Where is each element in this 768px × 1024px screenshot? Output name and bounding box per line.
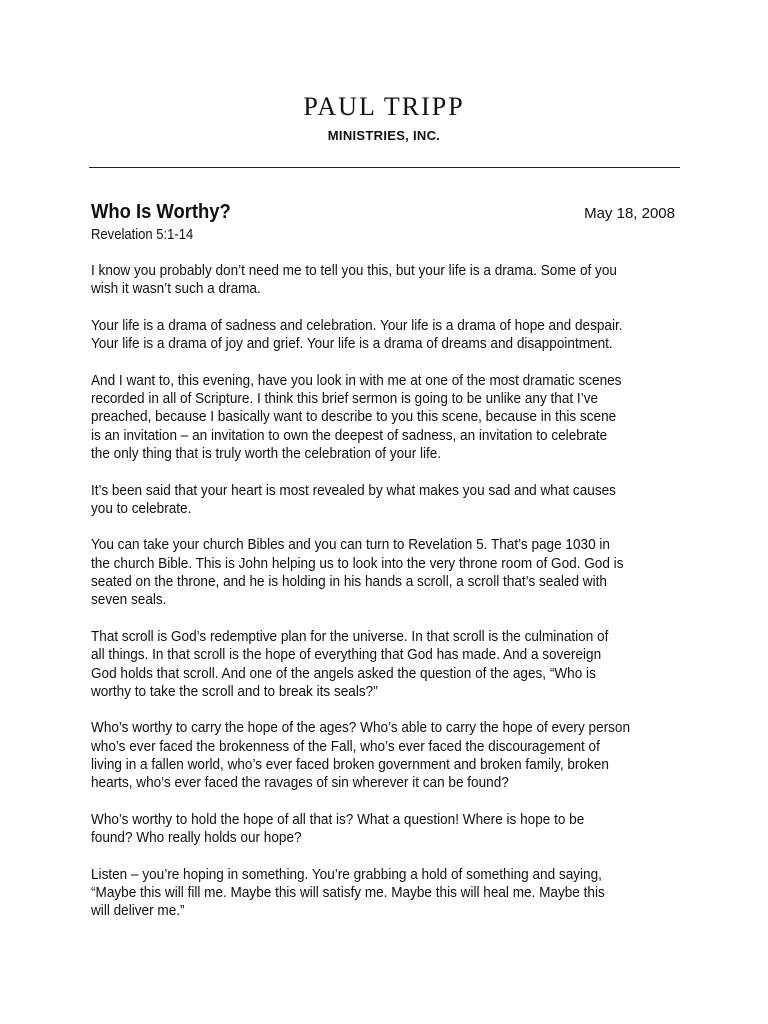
sermon-date: May 18, 2008: [584, 205, 675, 222]
header-divider: [89, 167, 680, 168]
scripture-reference: Revelation 5:1-14: [91, 227, 194, 243]
paragraph-line: preached, because I basically want to describe to you this scene, because in this scene: [91, 408, 617, 426]
paragraph-line: I know you probably don’t need me to tell you this, but your life is a drama. Some of you: [91, 262, 617, 279]
sermon-body: [91, 262, 675, 939]
paragraph: [91, 262, 675, 299]
paragraph: [91, 866, 675, 921]
sermon-title: Who Is Worthy?: [91, 201, 231, 223]
paragraph-line: you to celebrate.: [91, 499, 192, 517]
paragraph-line: is an invitation – an invitation to own the deepest of sadness, an invitation to celebrate: [91, 426, 608, 444]
paragraph-line: found? Who really holds our hope?: [91, 829, 302, 847]
paragraph-line: You can take your church Bibles and you can turn to Revelation 5. That’s page 1030 in: [91, 536, 610, 554]
paragraph-line: That scroll is God’s redemptive plan for the universe. In that scroll is the culmination of: [91, 627, 609, 645]
paragraph-line: worthy to take the scroll and to break its seals?”: [91, 682, 378, 700]
paragraph-line: It’s been said that your heart is most revealed by what makes you sad and what causes: [91, 481, 616, 499]
paragraph-line: who’s ever faced the brokenness of the Fall, who’s ever faced the discouragement of: [91, 737, 600, 755]
paragraph-line: Who’s worthy to hold the hope of all that is? What a question! Where is hope to be: [91, 810, 585, 828]
paragraph-line: living in a fallen world, who’s ever faced broken government and broken family, broken: [91, 756, 609, 774]
paragraph-line: Your life is a drama of sadness and celebration. Your life is a drama of hope and despair.: [91, 316, 623, 334]
paragraph: [91, 317, 675, 354]
paragraph-line: And I want to, this evening, have you look in with me at one of the most dramatic scenes: [91, 371, 622, 389]
paragraph-line: Listen – you’re hoping in something. You’re grabbing a hold of something and saying,: [91, 865, 602, 883]
paragraph-line: all things. In that scroll is the hope of everything that God has made. And a sovereign: [91, 646, 602, 664]
paragraph-line: “Maybe this will fill me. Maybe this will satisfy me. Maybe this will heal me. Maybe this: [91, 884, 605, 902]
paragraph: [91, 482, 675, 519]
paragraph-line: the only thing that is truly worth the celebration of your life.: [91, 444, 442, 462]
paragraph-line: recorded in all of Scripture. I think this brief sermon is going to be unlike any that I’ve: [91, 390, 599, 408]
paragraph: [91, 536, 675, 609]
paragraph: [91, 628, 675, 701]
paragraph-line: hearts, who’s ever faced the ravages of sin wherever it can be found?: [91, 774, 509, 792]
paragraph: [91, 719, 675, 792]
paragraph-line: Your life is a drama of joy and grief. Your life is a drama of dreams and disappointment.: [91, 335, 613, 353]
paragraph-line: God holds that scroll. And one of the angels asked the question of the ages, “Who is: [91, 664, 596, 682]
paragraph-line: the church Bible. This is John helping us to look into the very throne room of God. God is: [91, 554, 624, 572]
letterhead: [0, 92, 768, 143]
paragraph-line: seated on the throne, and he is holding in his hands a scroll, a scroll that’s sealed with: [91, 573, 607, 591]
organization-subtitle: MINISTRIES, INC.: [327, 128, 441, 143]
paragraph: [91, 811, 675, 848]
paragraph-line: wish it wasn’t such a drama.: [91, 280, 261, 298]
paragraph-line: Who’s worthy to carry the hope of the ages? Who’s able to carry the hope of every person: [91, 719, 631, 737]
paragraph-line: will deliver me.”: [91, 902, 185, 920]
organization-name: PAUL TRIPP: [303, 92, 465, 121]
sermon-header: [91, 198, 675, 228]
paragraph: [91, 372, 675, 463]
paragraph-line: seven seals.: [91, 591, 167, 609]
